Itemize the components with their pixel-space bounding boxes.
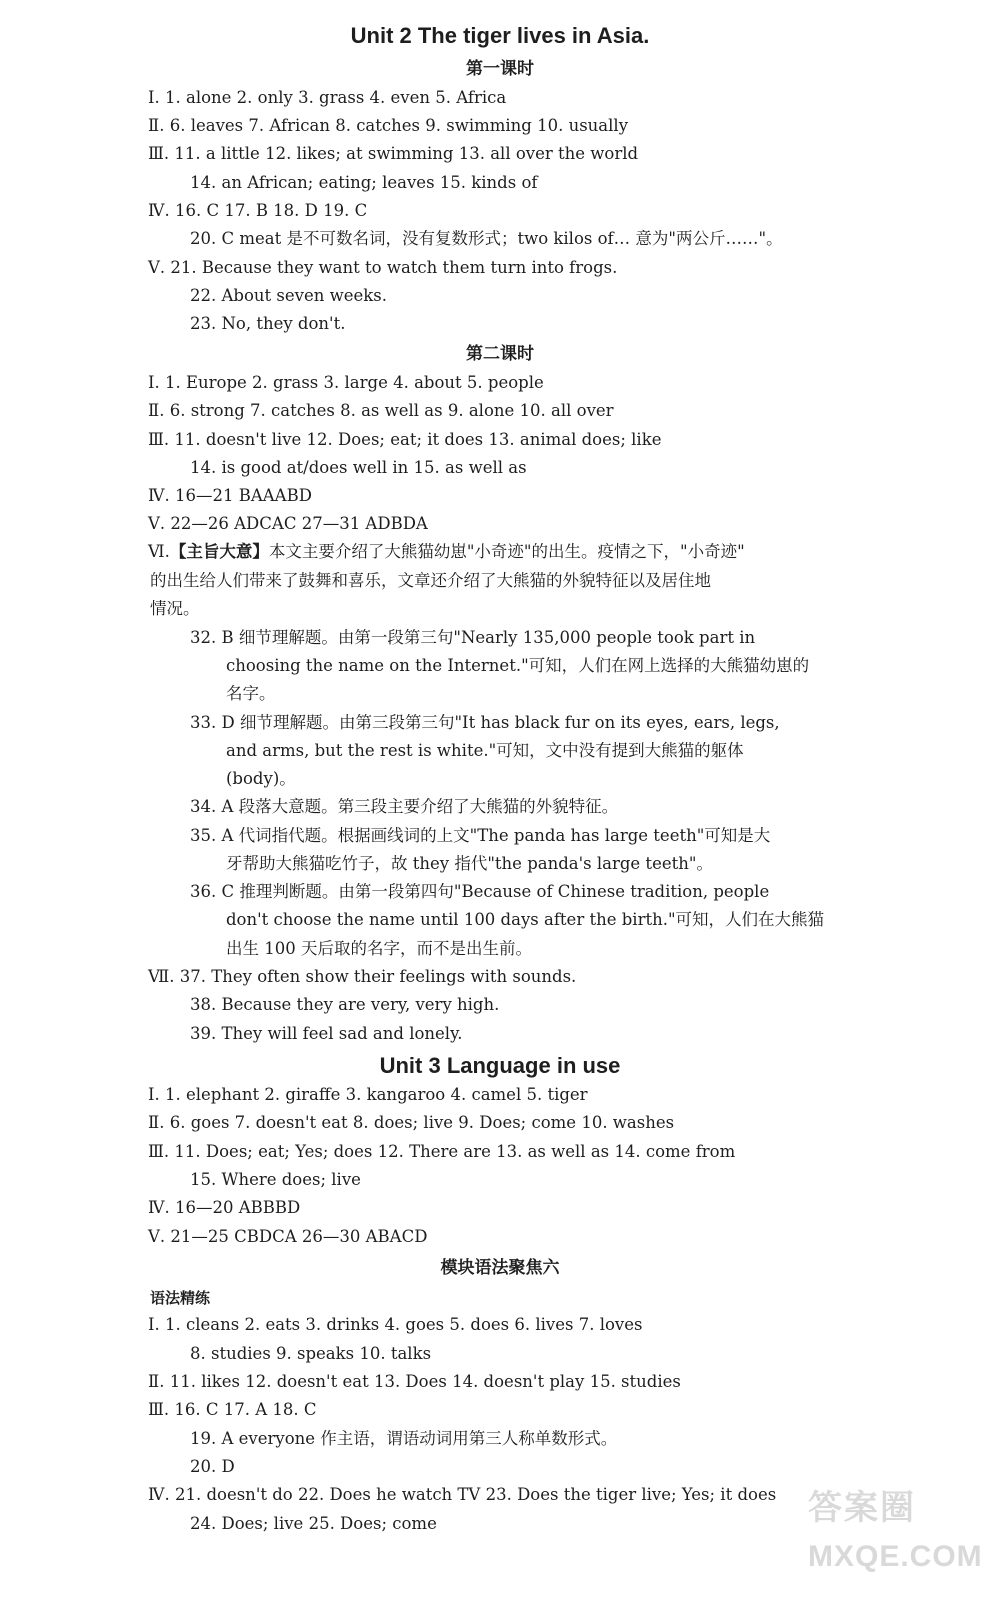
answer-line: Ⅱ. 6. leaves 7. African 8. catches 9. swimming 10. usually	[148, 116, 629, 135]
section-numeral: Ⅵ.	[148, 542, 170, 561]
answer-line: Ⅱ. 6. strong 7. catches 8. as well as 9. alone 10. all over	[148, 401, 614, 420]
watermark-logo: 答案圈	[808, 1489, 916, 1527]
answer-line: Ⅶ. 37. They often show their feelings with sounds.	[148, 967, 577, 986]
answer-line: and arms, but the rest is white."可知，文中没有提到大熊猫的躯体	[226, 741, 744, 760]
answer-line: 20. D	[190, 1457, 235, 1476]
answer-line: Ⅴ. 22—26 ADCAC 27—31 ADBDA	[148, 514, 428, 533]
main-idea-tag: 【主旨大意】	[169, 542, 269, 561]
main-idea-line	[148, 542, 745, 562]
answer-line: 39. They will feel sad and lonely.	[190, 1024, 463, 1043]
answer-line: Ⅲ. 11. doesn't live 12. Does; eat; it does 13. animal does; like	[148, 430, 662, 449]
answer-line: (body)。	[226, 769, 296, 788]
answer-line: Ⅰ. 1. elephant 2. giraffe 3. kangaroo 4. camel 5. tiger	[148, 1085, 588, 1104]
answer-line: Ⅳ. 21. doesn't do 22. Does he watch TV 23. Does the tiger live; Yes; it does	[148, 1485, 777, 1504]
answer-line: 牙帮助大熊猫吃竹子，故 they 指代"the panda's large teeth"。	[226, 854, 713, 873]
answer-line: 38. Because they are very, very high.	[190, 995, 500, 1014]
answer-line: 23. No, they don't.	[190, 314, 346, 333]
answer-line: Ⅰ. 1. cleans 2. eats 3. drinks 4. goes 5. does 6. lives 7. loves	[148, 1315, 643, 1334]
answer-line: don't choose the name until 100 days after the birth."可知，人们在大熊猫	[226, 910, 825, 929]
unit3-title: Unit 3 Language in use	[379, 1053, 621, 1078]
answer-line: choosing the name on the Internet."可知，人们在网上选择的大熊猫幼崽的	[226, 656, 810, 675]
answer-line: Ⅳ. 16. C 17. B 18. D 19. C	[148, 201, 368, 220]
answer-line: Ⅱ. 6. goes 7. doesn't eat 8. does; live 9. Does; come 10. washes	[148, 1113, 675, 1132]
watermark-text: MXQE.COM	[808, 1540, 983, 1573]
answer-line: Ⅰ. 1. alone 2. only 3. grass 4. even 5. Africa	[148, 88, 507, 107]
answer-line: 22. About seven weeks.	[190, 286, 387, 305]
answer-line: 32. B 细节理解题。由第一段第三句"Nearly 135,000 people took part in	[190, 628, 756, 647]
answer-line: Ⅱ. 11. likes 12. doesn't eat 13. Does 14. doesn't play 15. studies	[148, 1372, 681, 1391]
answer-line: Ⅲ. 11. a little 12. likes; at swimming 13. all over the world	[148, 144, 639, 163]
answer-line: 14. is good at/does well in 15. as well as	[190, 458, 527, 477]
answer-line: Ⅰ. 1. Europe 2. grass 3. large 4. about 5. people	[148, 373, 544, 392]
answer-line: Ⅲ. 16. C 17. A 18. C	[148, 1400, 317, 1419]
answer-line: 15. Where does; live	[190, 1170, 361, 1189]
answer-line: 14. an African; eating; leaves 15. kinds of	[190, 173, 538, 192]
answer-line: Ⅲ. 11. Does; eat; Yes; does 12. There are 13. as well as 14. come from	[148, 1142, 736, 1161]
main-idea-line: 的出生给人们带来了鼓舞和喜乐，文章还介绍了大熊猫的外貌特征以及居住地	[150, 571, 711, 590]
answer-line: 8. studies 9. speaks 10. talks	[190, 1344, 432, 1363]
lesson2-title: 第二课时	[466, 344, 534, 364]
answer-line: 出生 100 天后取的名字，而不是出生前。	[226, 939, 532, 958]
answer-line: Ⅴ. 21—25 CBDCA 26—30 ABACD	[148, 1227, 428, 1246]
answer-line: 19. A everyone 作主语，谓语动词用第三人称单数形式。	[190, 1429, 618, 1448]
main-idea-line: 情况。	[150, 599, 200, 618]
answer-line: 35. A 代词指代题。根据画线词的上文"The panda has large teeth"可知是大	[190, 826, 771, 845]
answer-line: 20. C meat 是不可数名词，没有复数形式；two kilos of… 意为"两公斤……"。	[190, 229, 783, 248]
lesson1-title: 第一课时	[466, 59, 534, 79]
grammar-practice-label: 语法精练	[150, 1289, 211, 1307]
answer-line: 36. C 推理判断题。由第一段第四句"Because of Chinese tradition, people	[190, 882, 770, 901]
answer-line: 24. Does; live 25. Does; come	[190, 1514, 437, 1533]
grammar-title: 模块语法聚焦六	[440, 1258, 560, 1278]
answer-line: Ⅴ. 21. Because they want to watch them turn into frogs.	[148, 258, 618, 277]
answer-line: Ⅳ. 16—20 ABBBD	[148, 1198, 301, 1217]
answer-line: 名字。	[226, 684, 276, 703]
main-idea-text: 本文主要介绍了大熊猫幼崽"小奇迹"的出生。疫情之下，"小奇迹"	[268, 542, 745, 561]
answer-line: 33. D 细节理解题。由第三段第三句"It has black fur on its eyes, ears, legs,	[190, 713, 780, 732]
answer-line: 34. A 段落大意题。第三段主要介绍了大熊猫的外貌特征。	[190, 797, 619, 816]
answer-line: Ⅳ. 16—21 BAAABD	[148, 486, 312, 505]
unit2-title: Unit 2 The tiger lives in Asia.	[350, 23, 650, 48]
